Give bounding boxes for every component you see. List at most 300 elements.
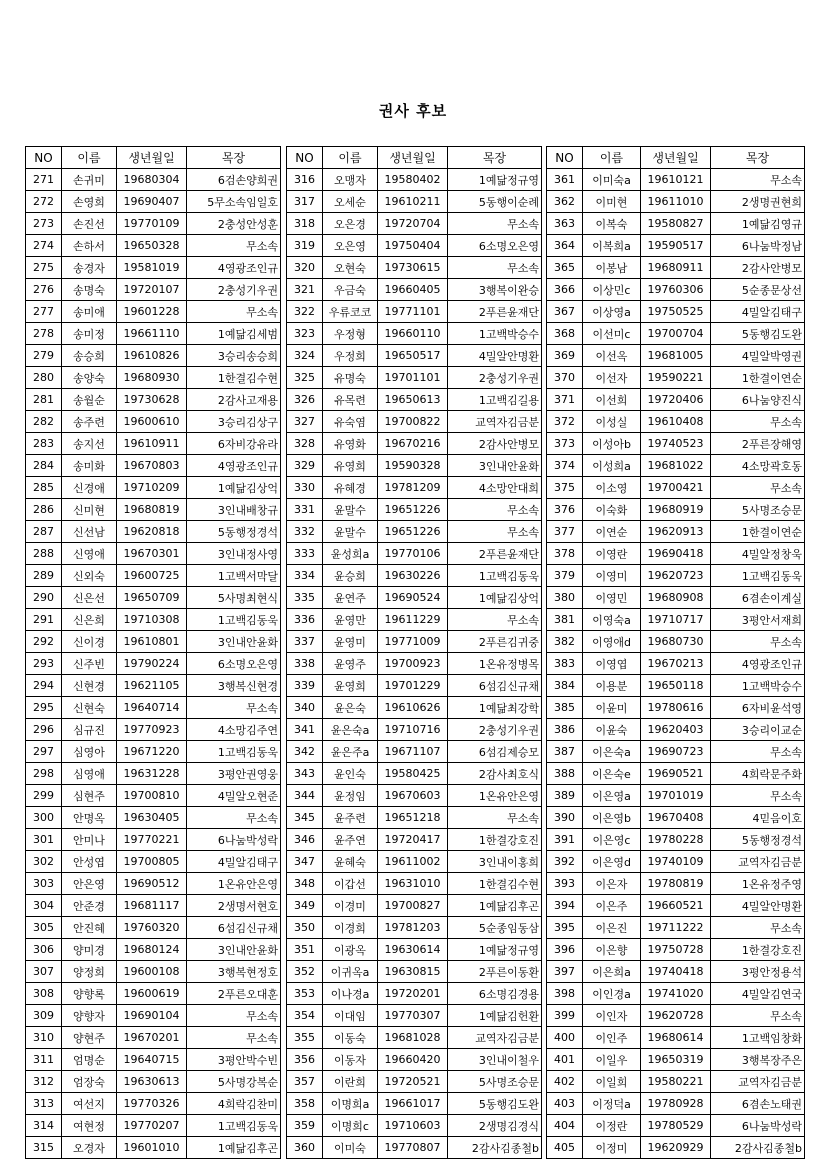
member-name: 여현정 bbox=[62, 1115, 117, 1137]
birth-date: 19730628 bbox=[117, 389, 187, 411]
member-name: 윤은주a bbox=[323, 741, 378, 763]
group-name: 2푸른이동환 bbox=[448, 961, 542, 983]
table-row bbox=[547, 1005, 805, 1027]
group-name: 1예닮김상억 bbox=[448, 587, 542, 609]
birth-date: 19711222 bbox=[641, 917, 711, 939]
group-name: 교역자김금분 bbox=[711, 1071, 805, 1093]
row-number: 349 bbox=[287, 895, 323, 917]
member-name: 이상영a bbox=[583, 301, 641, 323]
group-name: 무소속 bbox=[711, 917, 805, 939]
row-number: 372 bbox=[547, 411, 583, 433]
group-name: 무소속 bbox=[711, 631, 805, 653]
table-row bbox=[26, 367, 281, 389]
row-number: 333 bbox=[287, 543, 323, 565]
group-name: 1예닮최강학 bbox=[448, 697, 542, 719]
table-row bbox=[547, 961, 805, 983]
birth-date: 19740109 bbox=[641, 851, 711, 873]
member-name: 유영희 bbox=[323, 455, 378, 477]
row-number: 365 bbox=[547, 257, 583, 279]
table-row bbox=[287, 653, 542, 675]
birth-date: 19650328 bbox=[117, 235, 187, 257]
birth-date: 19700704 bbox=[641, 323, 711, 345]
group-name: 무소속 bbox=[711, 741, 805, 763]
member-name: 이선옥 bbox=[583, 345, 641, 367]
group-name: 무소속 bbox=[448, 807, 542, 829]
row-number: 335 bbox=[287, 587, 323, 609]
member-name: 우정희 bbox=[323, 345, 378, 367]
row-number: 347 bbox=[287, 851, 323, 873]
header-birthdate: 생년월일 bbox=[378, 147, 448, 169]
header-name: 이름 bbox=[323, 147, 378, 169]
member-name: 오맹자 bbox=[323, 169, 378, 191]
group-name: 4소망안대희 bbox=[448, 477, 542, 499]
member-name: 이영숙a bbox=[583, 609, 641, 631]
group-name: 6겸손이계실 bbox=[711, 587, 805, 609]
row-number: 312 bbox=[26, 1071, 62, 1093]
table-row bbox=[547, 191, 805, 213]
row-number: 341 bbox=[287, 719, 323, 741]
group-name: 무소속 bbox=[711, 1005, 805, 1027]
member-name: 손영희 bbox=[62, 191, 117, 213]
member-name: 엄명순 bbox=[62, 1049, 117, 1071]
group-name: 5사명조승문 bbox=[711, 499, 805, 521]
group-name: 5동행이순례 bbox=[448, 191, 542, 213]
row-number: 285 bbox=[26, 477, 62, 499]
table-row bbox=[26, 169, 281, 191]
birth-date: 19690524 bbox=[378, 587, 448, 609]
group-name: 5동행김도완 bbox=[448, 1093, 542, 1115]
member-name: 심영애 bbox=[62, 763, 117, 785]
table-row bbox=[287, 169, 542, 191]
table-row bbox=[287, 631, 542, 653]
table-row bbox=[547, 785, 805, 807]
table-row bbox=[287, 587, 542, 609]
member-name: 이일우 bbox=[583, 1049, 641, 1071]
member-name: 유혜경 bbox=[323, 477, 378, 499]
group-name: 3행복이완승 bbox=[448, 279, 542, 301]
table-row bbox=[287, 235, 542, 257]
member-name: 유명숙 bbox=[323, 367, 378, 389]
group-name: 6나눔박성락 bbox=[711, 1115, 805, 1137]
group-name: 3인내배창규 bbox=[187, 499, 281, 521]
row-number: 275 bbox=[26, 257, 62, 279]
birth-date: 19710717 bbox=[641, 609, 711, 631]
group-name: 1예닮정규영 bbox=[448, 939, 542, 961]
birth-date: 19590221 bbox=[641, 367, 711, 389]
group-name: 1고백김동욱 bbox=[448, 565, 542, 587]
row-number: 320 bbox=[287, 257, 323, 279]
group-name: 6소명김경용 bbox=[448, 983, 542, 1005]
table-row bbox=[547, 653, 805, 675]
group-name: 무소속 bbox=[711, 477, 805, 499]
candidate-table-1 bbox=[25, 146, 281, 1159]
group-name: 4밀알김연국 bbox=[711, 983, 805, 1005]
group-name: 4소망김주연 bbox=[187, 719, 281, 741]
member-name: 오경자 bbox=[62, 1137, 117, 1159]
birth-date: 19620403 bbox=[641, 719, 711, 741]
table-row bbox=[287, 1093, 542, 1115]
birth-date: 19780529 bbox=[641, 1115, 711, 1137]
birth-date: 19680911 bbox=[641, 257, 711, 279]
row-number: 399 bbox=[547, 1005, 583, 1027]
row-number: 298 bbox=[26, 763, 62, 785]
group-name: 무소속 bbox=[187, 1027, 281, 1049]
group-name: 4희락김찬미 bbox=[187, 1093, 281, 1115]
table-row bbox=[287, 257, 542, 279]
row-number: 339 bbox=[287, 675, 323, 697]
row-number: 273 bbox=[26, 213, 62, 235]
row-number: 295 bbox=[26, 697, 62, 719]
row-number: 386 bbox=[547, 719, 583, 741]
birth-date: 19680730 bbox=[641, 631, 711, 653]
header-no: NO bbox=[547, 147, 583, 169]
birth-date: 19760306 bbox=[641, 279, 711, 301]
group-name: 5순종임동삼 bbox=[448, 917, 542, 939]
birth-date: 19660405 bbox=[378, 279, 448, 301]
row-number: 368 bbox=[547, 323, 583, 345]
member-name: 이미숙 bbox=[323, 1137, 378, 1159]
member-name: 안은영 bbox=[62, 873, 117, 895]
member-name: 이정덕a bbox=[583, 1093, 641, 1115]
table-row bbox=[26, 653, 281, 675]
birth-date: 19730615 bbox=[378, 257, 448, 279]
member-name: 윤은숙a bbox=[323, 719, 378, 741]
group-name: 1한결강호진 bbox=[448, 829, 542, 851]
group-name: 2생명서현호 bbox=[187, 895, 281, 917]
row-number: 316 bbox=[287, 169, 323, 191]
row-number: 359 bbox=[287, 1115, 323, 1137]
group-name: 무소속 bbox=[187, 1005, 281, 1027]
birth-date: 19701101 bbox=[378, 367, 448, 389]
member-name: 이란희 bbox=[323, 1071, 378, 1093]
member-name: 양정희 bbox=[62, 961, 117, 983]
group-name: 3행복장주은 bbox=[711, 1049, 805, 1071]
member-name: 엄장숙 bbox=[62, 1071, 117, 1093]
birth-date: 19681117 bbox=[117, 895, 187, 917]
row-number: 304 bbox=[26, 895, 62, 917]
row-number: 325 bbox=[287, 367, 323, 389]
birth-date: 19690723 bbox=[641, 741, 711, 763]
row-number: 360 bbox=[287, 1137, 323, 1159]
group-name: 1예닮김헌환 bbox=[448, 1005, 542, 1027]
row-number: 330 bbox=[287, 477, 323, 499]
header-group: 목장 bbox=[448, 147, 542, 169]
group-name: 5사명최현식 bbox=[187, 587, 281, 609]
member-name: 이복희a bbox=[583, 235, 641, 257]
header-birthdate: 생년월일 bbox=[117, 147, 187, 169]
member-name: 이영란 bbox=[583, 543, 641, 565]
group-name: 무소속 bbox=[448, 521, 542, 543]
member-name: 윤영미 bbox=[323, 631, 378, 653]
group-name: 3평안서재희 bbox=[711, 609, 805, 631]
group-name: 6자비윤석영 bbox=[711, 697, 805, 719]
row-number: 371 bbox=[547, 389, 583, 411]
row-number: 337 bbox=[287, 631, 323, 653]
member-name: 이은영b bbox=[583, 807, 641, 829]
table-row bbox=[547, 235, 805, 257]
table-row bbox=[26, 1071, 281, 1093]
birth-date: 19670301 bbox=[117, 543, 187, 565]
row-number: 353 bbox=[287, 983, 323, 1005]
table-row bbox=[26, 455, 281, 477]
member-name: 이은영c bbox=[583, 829, 641, 851]
birth-date: 19670603 bbox=[378, 785, 448, 807]
group-name: 3인내안윤화 bbox=[448, 455, 542, 477]
group-name: 1예닮정규영 bbox=[448, 169, 542, 191]
birth-date: 19630614 bbox=[378, 939, 448, 961]
row-number: 383 bbox=[547, 653, 583, 675]
member-name: 이명희c bbox=[323, 1115, 378, 1137]
birth-date: 19770106 bbox=[378, 543, 448, 565]
group-name: 1온유안은영 bbox=[187, 873, 281, 895]
group-name: 6섬김제승모 bbox=[448, 741, 542, 763]
table-row bbox=[26, 763, 281, 785]
group-name: 2충성안성훈 bbox=[187, 213, 281, 235]
table-row bbox=[26, 939, 281, 961]
row-number: 381 bbox=[547, 609, 583, 631]
birth-date: 19681028 bbox=[378, 1027, 448, 1049]
birth-date: 19620723 bbox=[641, 565, 711, 587]
birth-date: 19770923 bbox=[117, 719, 187, 741]
group-name: 2감사고재용 bbox=[187, 389, 281, 411]
group-name: 4영광조인규 bbox=[187, 257, 281, 279]
row-number: 284 bbox=[26, 455, 62, 477]
table-row bbox=[287, 1115, 542, 1137]
birth-date: 19741020 bbox=[641, 983, 711, 1005]
birth-date: 19580425 bbox=[378, 763, 448, 785]
row-number: 314 bbox=[26, 1115, 62, 1137]
group-name: 6섬김신규채 bbox=[448, 675, 542, 697]
birth-date: 19630613 bbox=[117, 1071, 187, 1093]
table-row bbox=[26, 895, 281, 917]
birth-date: 19610121 bbox=[641, 169, 711, 191]
group-name: 2푸른김귀중 bbox=[448, 631, 542, 653]
group-name: 6소명오은영 bbox=[187, 653, 281, 675]
group-name: 4밀알안명환 bbox=[448, 345, 542, 367]
member-name: 윤성희a bbox=[323, 543, 378, 565]
member-name: 이경미 bbox=[323, 895, 378, 917]
table-row bbox=[287, 983, 542, 1005]
member-name: 신미현 bbox=[62, 499, 117, 521]
table-row bbox=[547, 1093, 805, 1115]
row-number: 280 bbox=[26, 367, 62, 389]
birth-date: 19760320 bbox=[117, 917, 187, 939]
row-number: 296 bbox=[26, 719, 62, 741]
group-name: 2푸른오대훈 bbox=[187, 983, 281, 1005]
row-number: 344 bbox=[287, 785, 323, 807]
birth-date: 19630815 bbox=[378, 961, 448, 983]
birth-date: 19720107 bbox=[117, 279, 187, 301]
row-number: 293 bbox=[26, 653, 62, 675]
table-row bbox=[26, 1137, 281, 1159]
group-name: 3행복현정호 bbox=[187, 961, 281, 983]
group-name: 1고백김길용 bbox=[448, 389, 542, 411]
table-row bbox=[26, 719, 281, 741]
birth-date: 19620818 bbox=[117, 521, 187, 543]
birth-date: 19670201 bbox=[117, 1027, 187, 1049]
row-number: 354 bbox=[287, 1005, 323, 1027]
group-name: 무소속 bbox=[448, 257, 542, 279]
birth-date: 19640714 bbox=[117, 697, 187, 719]
member-name: 이은숙a bbox=[583, 741, 641, 763]
row-number: 277 bbox=[26, 301, 62, 323]
table-row bbox=[547, 279, 805, 301]
birth-date: 19660521 bbox=[641, 895, 711, 917]
birth-date: 19710603 bbox=[378, 1115, 448, 1137]
row-number: 311 bbox=[26, 1049, 62, 1071]
birth-date: 19780616 bbox=[641, 697, 711, 719]
group-name: 1한결이연순 bbox=[711, 367, 805, 389]
table-row bbox=[287, 1049, 542, 1071]
birth-date: 19701229 bbox=[378, 675, 448, 697]
group-name: 6나눔박정남 bbox=[711, 235, 805, 257]
row-number: 367 bbox=[547, 301, 583, 323]
row-number: 309 bbox=[26, 1005, 62, 1027]
table-row bbox=[287, 697, 542, 719]
birth-date: 19620929 bbox=[641, 1137, 711, 1159]
row-number: 388 bbox=[547, 763, 583, 785]
table-row bbox=[26, 1027, 281, 1049]
member-name: 이인자 bbox=[583, 1005, 641, 1027]
table-row bbox=[547, 939, 805, 961]
row-number: 332 bbox=[287, 521, 323, 543]
table-row bbox=[547, 367, 805, 389]
table-row bbox=[26, 411, 281, 433]
row-number: 385 bbox=[547, 697, 583, 719]
header-birthdate: 생년월일 bbox=[641, 147, 711, 169]
table-row bbox=[547, 257, 805, 279]
row-number: 356 bbox=[287, 1049, 323, 1071]
row-number: 394 bbox=[547, 895, 583, 917]
table-row bbox=[26, 565, 281, 587]
member-name: 오세순 bbox=[323, 191, 378, 213]
member-name: 이은진 bbox=[583, 917, 641, 939]
table-row bbox=[547, 587, 805, 609]
group-name: 1한결이연순 bbox=[711, 521, 805, 543]
table-row bbox=[26, 1049, 281, 1071]
row-number: 404 bbox=[547, 1115, 583, 1137]
member-name: 이미현 bbox=[583, 191, 641, 213]
member-name: 윤혜숙 bbox=[323, 851, 378, 873]
group-name: 4소망곽호동 bbox=[711, 455, 805, 477]
birth-date: 19611010 bbox=[641, 191, 711, 213]
birth-date: 19690407 bbox=[117, 191, 187, 213]
row-number: 271 bbox=[26, 169, 62, 191]
birth-date: 19630405 bbox=[117, 807, 187, 829]
row-number: 373 bbox=[547, 433, 583, 455]
row-number: 286 bbox=[26, 499, 62, 521]
member-name: 이명희a bbox=[323, 1093, 378, 1115]
member-name: 심영아 bbox=[62, 741, 117, 763]
table-row bbox=[547, 851, 805, 873]
member-name: 이선미c bbox=[583, 323, 641, 345]
candidate-table-2 bbox=[286, 146, 542, 1159]
row-number: 281 bbox=[26, 389, 62, 411]
table-row bbox=[26, 345, 281, 367]
member-name: 이일희 bbox=[583, 1071, 641, 1093]
birth-date: 19700421 bbox=[641, 477, 711, 499]
table-row bbox=[547, 917, 805, 939]
member-name: 우정형 bbox=[323, 323, 378, 345]
group-name: 4밀알정창욱 bbox=[711, 543, 805, 565]
birth-date: 19610211 bbox=[378, 191, 448, 213]
table-row bbox=[26, 829, 281, 851]
group-name: 6소명오은영 bbox=[448, 235, 542, 257]
group-name: 1온유안은영 bbox=[448, 785, 542, 807]
table-row bbox=[547, 983, 805, 1005]
row-number: 327 bbox=[287, 411, 323, 433]
row-number: 317 bbox=[287, 191, 323, 213]
member-name: 이상민c bbox=[583, 279, 641, 301]
member-name: 신영애 bbox=[62, 543, 117, 565]
row-number: 324 bbox=[287, 345, 323, 367]
table-row bbox=[547, 873, 805, 895]
birth-date: 19670216 bbox=[378, 433, 448, 455]
row-number: 352 bbox=[287, 961, 323, 983]
row-number: 393 bbox=[547, 873, 583, 895]
table-row bbox=[26, 433, 281, 455]
row-number: 376 bbox=[547, 499, 583, 521]
row-number: 357 bbox=[287, 1071, 323, 1093]
table-row bbox=[26, 301, 281, 323]
group-name: 2충성기우권 bbox=[448, 367, 542, 389]
group-name: 6자비강유라 bbox=[187, 433, 281, 455]
member-name: 이광옥 bbox=[323, 939, 378, 961]
member-name: 이성희a bbox=[583, 455, 641, 477]
row-number: 287 bbox=[26, 521, 62, 543]
table-row bbox=[287, 213, 542, 235]
birth-date: 19580402 bbox=[378, 169, 448, 191]
birth-date: 19590517 bbox=[641, 235, 711, 257]
row-number: 322 bbox=[287, 301, 323, 323]
member-name: 이정란 bbox=[583, 1115, 641, 1137]
row-number: 350 bbox=[287, 917, 323, 939]
member-name: 우류코코 bbox=[323, 301, 378, 323]
birth-date: 19580827 bbox=[641, 213, 711, 235]
table-row bbox=[26, 1005, 281, 1027]
row-number: 370 bbox=[547, 367, 583, 389]
table-row bbox=[26, 323, 281, 345]
table-row bbox=[287, 873, 542, 895]
row-number: 345 bbox=[287, 807, 323, 829]
group-name: 무소속 bbox=[448, 609, 542, 631]
group-name: 교역자김금분 bbox=[711, 851, 805, 873]
member-name: 안준경 bbox=[62, 895, 117, 917]
group-name: 1예닮김영규 bbox=[711, 213, 805, 235]
table-row bbox=[287, 191, 542, 213]
group-name: 5동행정경석 bbox=[187, 521, 281, 543]
table-row bbox=[26, 741, 281, 763]
birth-date: 19700822 bbox=[378, 411, 448, 433]
group-name: 3인내안윤화 bbox=[187, 939, 281, 961]
group-name: 1온유정주영 bbox=[711, 873, 805, 895]
member-name: 손귀미 bbox=[62, 169, 117, 191]
group-name: 무소속 bbox=[711, 785, 805, 807]
group-name: 2감사안병모 bbox=[711, 257, 805, 279]
table-row bbox=[26, 477, 281, 499]
table-row bbox=[547, 697, 805, 719]
group-name: 1고백김동욱 bbox=[187, 609, 281, 631]
birth-date: 19670408 bbox=[641, 807, 711, 829]
row-number: 343 bbox=[287, 763, 323, 785]
table-row bbox=[287, 917, 542, 939]
birth-date: 19780228 bbox=[641, 829, 711, 851]
group-name: 3인내안윤화 bbox=[187, 631, 281, 653]
row-number: 292 bbox=[26, 631, 62, 653]
member-name: 신은선 bbox=[62, 587, 117, 609]
row-number: 389 bbox=[547, 785, 583, 807]
member-name: 안진혜 bbox=[62, 917, 117, 939]
